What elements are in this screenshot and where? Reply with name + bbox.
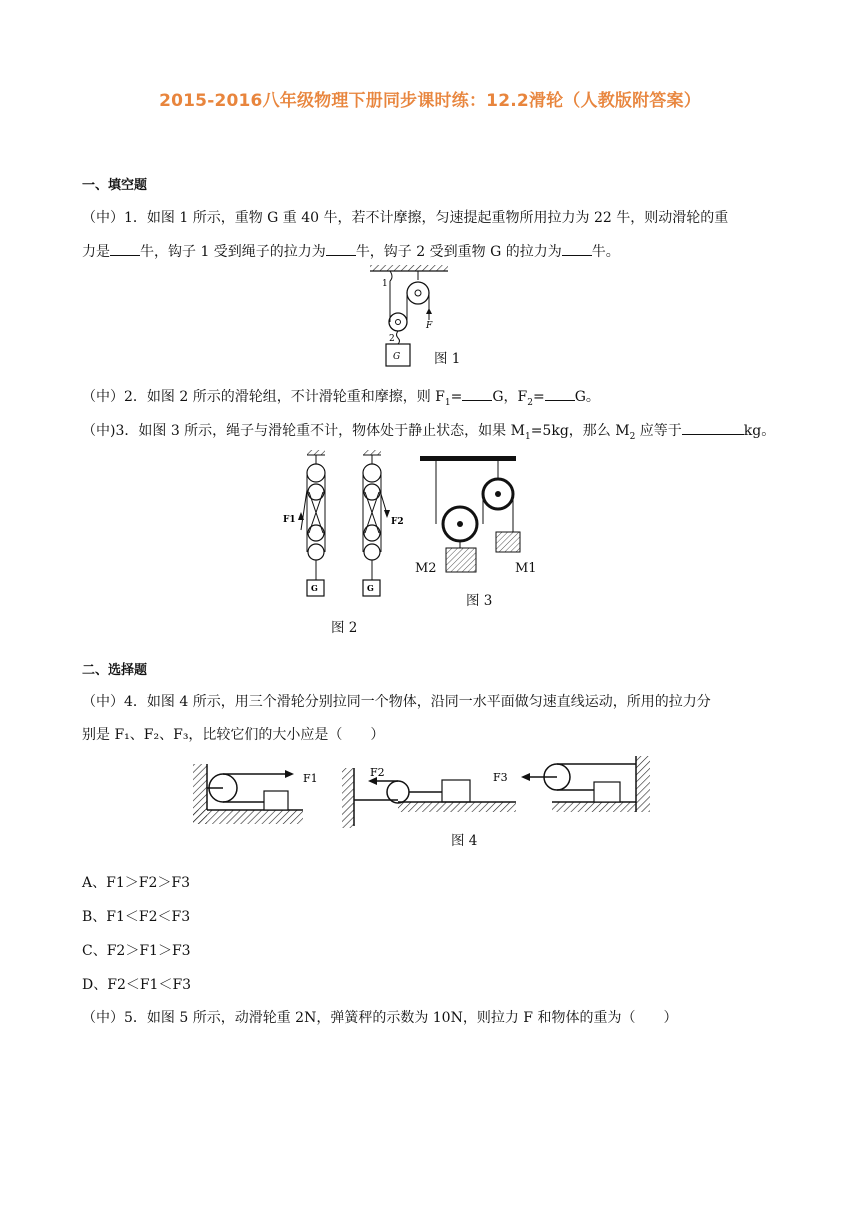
figure-4-horizontal-pulleys [190,754,660,828]
figure-3-caption: 图 3 [466,593,493,609]
hook-2-label: 2 [389,334,395,344]
force-f1-label: F1 [303,772,318,785]
m2-label: M2 [415,561,437,576]
figure-1-caption: 图 1 [434,351,461,367]
hook-1-label: 1 [382,279,388,289]
answer-blank[interactable] [110,241,140,256]
question-4-text: （中）4．如图 4 所示，用三个滑轮分别拉同一个物体，沿同一水平面做匀速直线运动，所用的拉力分 [82,694,711,710]
answer-blank[interactable] [682,420,744,435]
mass-m2 [446,548,476,572]
document-title: 2015-2016八年级物理下册同步课时练：12.2滑轮（人教版附答案） [159,91,701,111]
question-1-text: （中）1．如图 1 所示，重物 G 重 40 牛，若不计摩擦，匀速提起重物所用拉力为 22 牛，则动滑轮的重 [82,210,729,226]
block [594,782,620,802]
answer-blank[interactable] [562,241,592,256]
hook-1 [390,271,392,281]
fixed-pulley [363,464,381,482]
answer-blank[interactable] [462,386,492,401]
force-f2-label: F2 [370,766,385,779]
weight-label: G [367,583,374,593]
figure-2-caption: 图 2 [331,620,358,636]
weight-label: G [311,583,318,593]
answer-blank[interactable] [545,386,575,401]
option-c[interactable]: C、F2＞F1＞F3 [82,943,191,959]
m1-label: M1 [515,561,537,576]
force-f1-label: F1 [283,515,296,525]
figure-4-caption: 图 4 [451,833,478,849]
fixed-pulley [407,282,429,304]
weight-label: G [393,352,401,362]
section-multiple-choice: 二、选择题 [82,663,148,678]
force-f2-label: F2 [391,517,404,527]
question-5-text: （中）5．如图 5 所示，动滑轮重 2N，弹簧秤的示数为 10N，则拉力 F 和物体的重为（ ） [82,1010,678,1026]
option-b[interactable]: B、F1＜F2＜F3 [82,909,191,925]
movable-pulley [389,313,407,331]
ceiling [370,265,448,271]
movable-pulley [308,544,324,560]
block [264,791,288,810]
force-f3-label: F3 [493,771,508,784]
question-1-text-continued: 力是 牛，钩子 1 受到绳子的拉力为 牛，钩子 2 受到重物 G 的拉力为 牛。 [82,241,620,261]
block [442,780,470,802]
mass-m1 [496,532,520,552]
force-label: F [426,321,433,331]
force-arrow [426,308,432,314]
movable-pulley [364,544,380,560]
hook-2 [397,331,400,344]
figure-2-pulley-blocks [283,450,403,606]
question-4-text-continued: 别是 F₁、F₂、F₃，比较它们的大小应是（ ） [82,727,385,743]
fixed-pulley [307,464,325,482]
question-2-text: （中）2．如图 2 所示的滑轮组，不计滑轮重和摩擦，则 $F_1= G$，$F_2= G$。 [82,386,600,408]
answer-blank[interactable] [326,241,356,256]
ceiling-beam [420,456,516,461]
section-fill-in-the-blank: 一、填空题 [82,178,148,193]
option-d[interactable]: D、F2＜F1＜F3 [82,977,192,993]
question-3-text: （中)3．如图 3 所示，绳子与滑轮重不计，物体处于静止状态，如果 $M_1=5kg$，那么 $M_2$ 应等于 kg。 [82,420,775,442]
option-a[interactable]: A、F1＞F2＞F3 [82,875,190,891]
